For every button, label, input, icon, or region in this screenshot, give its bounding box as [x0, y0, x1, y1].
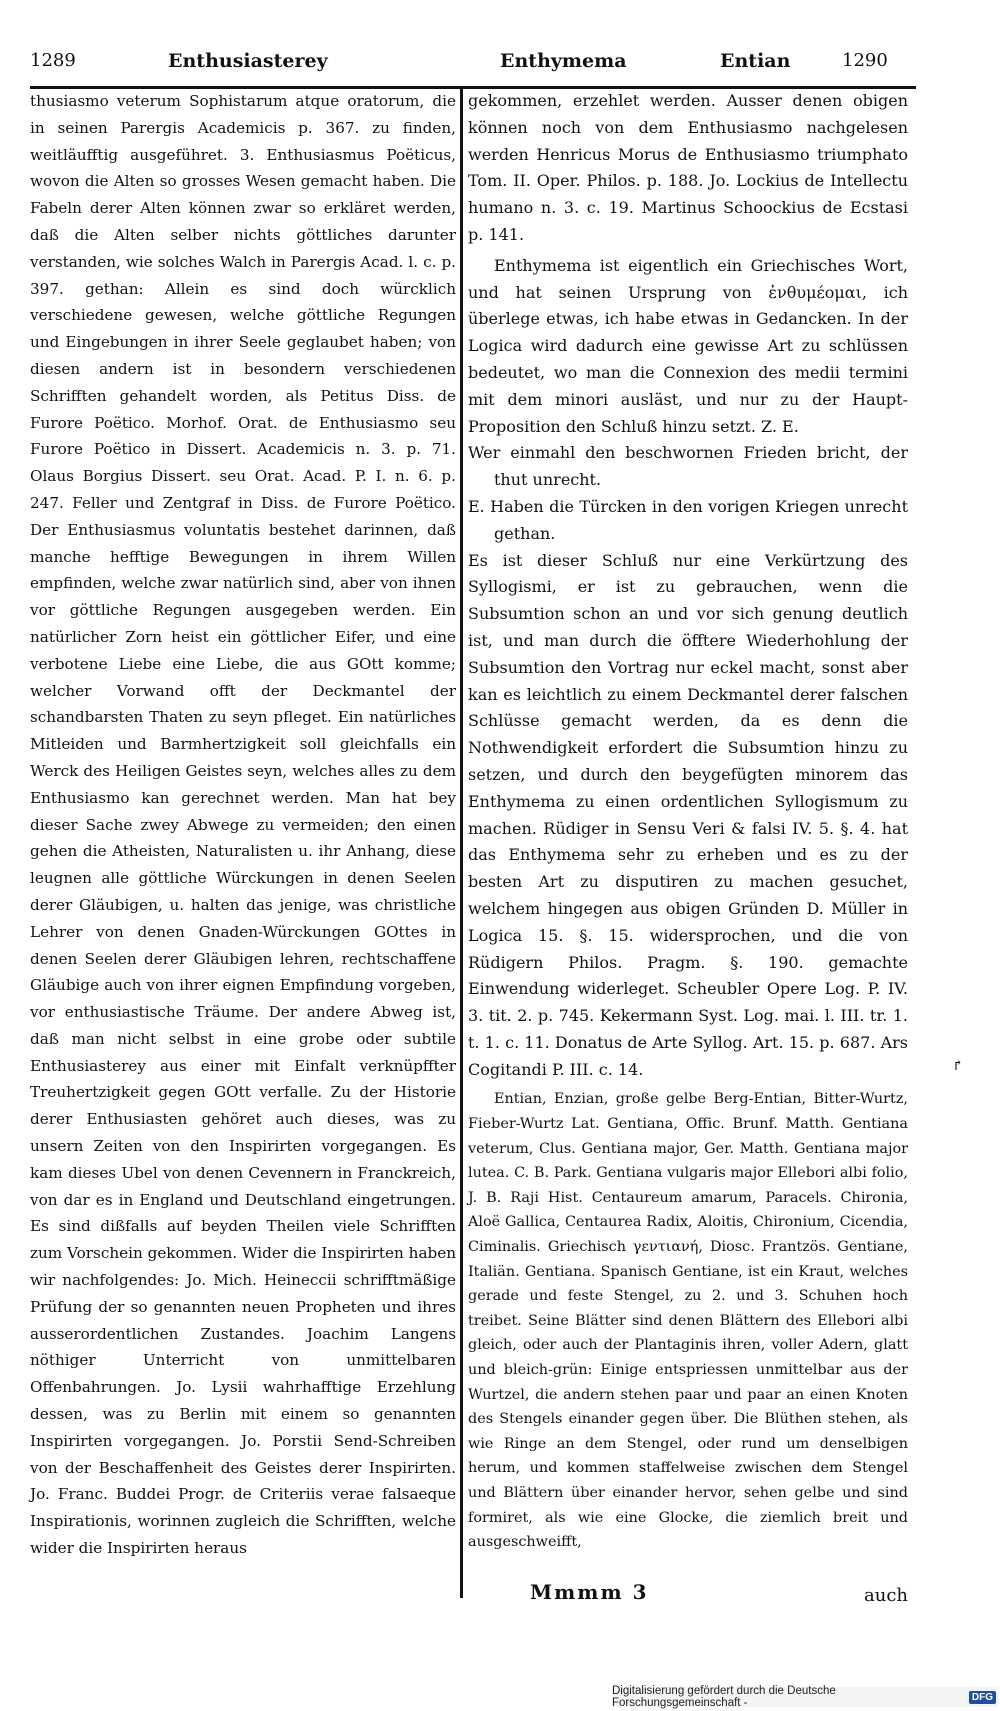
column-rule — [460, 88, 463, 1598]
running-head-left: Enthusiasterey — [168, 50, 328, 72]
article-enthymema-definition: Enthymema ist eigentlich ein Griechisches Wort, und hat seinen Ursprung von ἐνθυμέομαι, ich überlege etwas, ich habe etwas in Gedancken. In der Logica wird dadurch eine gewisse Art zu schlüssen bedeutet, wo man die Connexion des medii termini mit dem minori ausläst, und nur zu der Haupt-Proposition den Schluß hinzu setzt. Z. E. — [468, 255, 908, 436]
dfg-logo: DFG — [969, 1691, 996, 1704]
article-entian-text: Entian, Enzian, große gelbe Berg-Entian, Bitter-Wurtz, Fieber-Wurtz Lat. Gentiana, Offic. Brunf. Matth. Gentiana veterum, Clus. Gentiana major, Ger. Matth. Gentiana major lutea. C. B. Park. Gentiana vulgaris major Ellebori albi folio, J. B. Raji Hist. Centaureum amarum, Paracels. Chironia, Aloë Gallica, Centaurea Radix, Aloitis, Chironium, Cicendia, Ciminalis. Griechisch γεντιανή, Diosc. Frantzös. Gentiane, Italiän. Gentiana. Spanisch Gentiane, ist ein Kraut, welches gerade und feste Stengel, zu 2. und 3. Schuhen hoch treibet. Seine Blätter sind denen Blättern des Ellebori albi gleich, oder auch der Plantaginis ihren, voller Adern, glatt und bleich-grün: Einige entspriessen unmittelbar aus der Wurtzel, die andern stehen paar und paar an einen Knoten des Stengels einander gegen über. Die Blüthen stehen, als wie Ringe an dem Stengel, oder rund um denselbigen herum, und kommen staffelweise zwischen dem Stengel und Blättern über einander hervor, sehen gelbe und sind formiret, als wie eine Glocke, die ziemlich breit und ausgeschweifft, — [468, 1091, 908, 1551]
article-enthymema-discussion: Es ist dieser Schluß nur eine Verkürtzung des Syllogismi, er ist zu gebrauchen, wenn die Subsumtion schon an und vor sich genung deutlich ist, und man durch die öfftere Wiederhohlung der Subsumtion den Vortrag nur eckel macht, sonst aber kan es leichtlich zu einem Deckmantel derer falschen Schlüsse gemacht werden, da es denn die Nothwendigkeit erfordert die Subsumtion hinzu zu setzen, und durch den beygefügten minorem das Enthymema zu einen ordentlichen Syllogismum zu machen. Rüdiger in Sensu Veri & falsi IV. 5. §. 4. hat das Enthymema sehr zu erheben und es zu der besten Art zu disputiren zu machen gesuchet, welchem hingegen aus obigen Gründen D. Müller in Logica 15. §. 15. widersprochen, und die von Rüdigern Philos. Pragm. §. 190. gemachte Einwendung widerleget. Scheubler Opere Log. P. IV. 3. tit. 2. p. 745. Kekermann Syst. Log. mai. l. III. tr. 1. t. 1. c. 11. Donatus de Arte Syllog. Art. 15. p. 687. Ars Cogitandi P. III. c. 14. — [468, 550, 908, 1079]
running-head-center: Enthymema — [500, 50, 627, 72]
running-head-right: Entian — [720, 50, 791, 72]
catchword: auch — [864, 1585, 908, 1606]
digitization-credit — [612, 1687, 998, 1707]
example-conclusion: E. Haben die Türcken in den vorigen Kriegen unrecht gethan. — [468, 496, 908, 543]
page-number-right: 1290 — [842, 50, 888, 71]
example-major-premise: Wer einmahl den beschwornen Frieden bricht, der thut unrecht. — [468, 443, 908, 490]
left-column — [30, 88, 456, 1562]
page-number-left: 1289 — [30, 50, 76, 71]
article-enthusiasterey-continuation: gekommen, erzehlet werden. Ausser denen obigen können noch von dem Enthusiasmo nachgelesen werden Henricus Morus de Enthusiasmo triumphato Tom. II. Oper. Philos. p. 188. Jo. Lockius de Intellectu humano n. 3. c. 19. Martinus Schoockius de Ecstasi p. 141. — [468, 91, 908, 244]
right-column — [468, 88, 908, 1555]
credit-text: Digitalisierung gefördert durch die Deutsche Forschungsgemeinschaft - — [612, 1685, 836, 1709]
margin-mark: ↱ — [952, 1058, 964, 1074]
article-enthusiasterey-text: thusiasmo veterum Sophistarum atque oratorum, die in seinen Parergis Academicis p. 367. zu finden, weitläufftig ausgeführet. 3. Enthusiasmus Poëticus, wovon die Alten so grosses Wesen gemacht haben. Die Fabeln derer Alten können zwar so erkläret werden, daß die Alten selber nichts göttliches darunter verstanden, wie solches Walch in Parergis Acad. l. c. p. 397. gethan: Allein es sind doch würcklich verschiedene gewesen, welche göttliche Regungen und Eingebungen in ihrer Seele geglaubet haben; von diesen andern ist in besondern verschiedenen Schrifften gehandelt worden, als Petitus Diss. de Furore Poëtico. Morhof. Orat. de Enthusiasmo seu Furore Poëtico in Dissert. Academicis n. 3. p. 71. Olaus Borgius Dissert. seu Orat. Acad. P. I. n. 6. p. 247. Feller und Zentgraf in Diss. de Furore Poëtico. Der Enthusiasmus voluntatis bestehet darinnen, daß manche hefftige Bewegungen in ihrem Willen empfinden, welche zwar natürlich sind, aber von ihnen vor göttliche Regungen ausgegeben werden. Ein natürlicher Zorn heist ein göttlicher Eifer, und eine verbotene Liebe eine Liebe, die aus GOtt komme; welcher Vorwand offt der Deckmantel der schandbarsten Thaten zu seyn pfleget. Ein natürliches Mitleiden und Barmhertzigkeit soll gleichfalls ein Werck des Heiligen Geistes seyn, welches alles zu dem Enthusiasmo kan gerechnet werden. Man hat bey dieser Sache zwey Abwege zu vermeiden; den einen gehen die Atheisten, Naturalisten u. ihr Anhang, diese leugnen alle göttliche Würckungen in denen Seelen derer Gläubigen, u. halten das jenige, was christliche Lehrer von denen Gnaden-Würckungen GOttes in denen Seelen derer Gläubigen lehren, rechtschaffene Gläubige auch von ihrer eignen Empfindung vorgeben, vor enthusiastische Träume. Der andere Abweg ist, daß man nicht selbst in eine grobe oder subtile Enthusiasterey aus einer mit Einfalt verknüpffter Treuhertzigkeit gegen GOtt verfalle. Zu der Historie derer Enthusiasten gehöret auch dieses, was zu unsern Zeiten von den Inspirirten vorgegangen. Es kam dieses Ubel von denen Cevennern in Franckreich, von dar es in England und Deutschland eingetrungen. Es sind dißfalls auf beyden Theilen viele Schrifften zum Vorschein gekommen. Wider die Inspirirten haben wir nachfolgendes: Jo. Mich. Heineccii schrifftmäßige Prüfung der so genannten neuen Propheten und ihres ausserordentlichen Zustandes. Joachim Langens nöthiger Unterricht von unmittelbaren Offenbahrungen. Jo. Lysii wahrhafftige Erzehlung dessen, was zu Berlin mit einem so genannten Inspirirten vorgegangen. Jo. Porstii Send-Schreiben von der Beschaffenheit des Geistes derer Inspirirten. Jo. Franc. Buddei Progr. de Criteriis verae falsaeque Inspirationis, worinnen zugleich die Schrifften, welche wider die Inspirirten heraus — [30, 92, 456, 1558]
signature-mark: Mmmm 3 — [530, 1580, 649, 1604]
